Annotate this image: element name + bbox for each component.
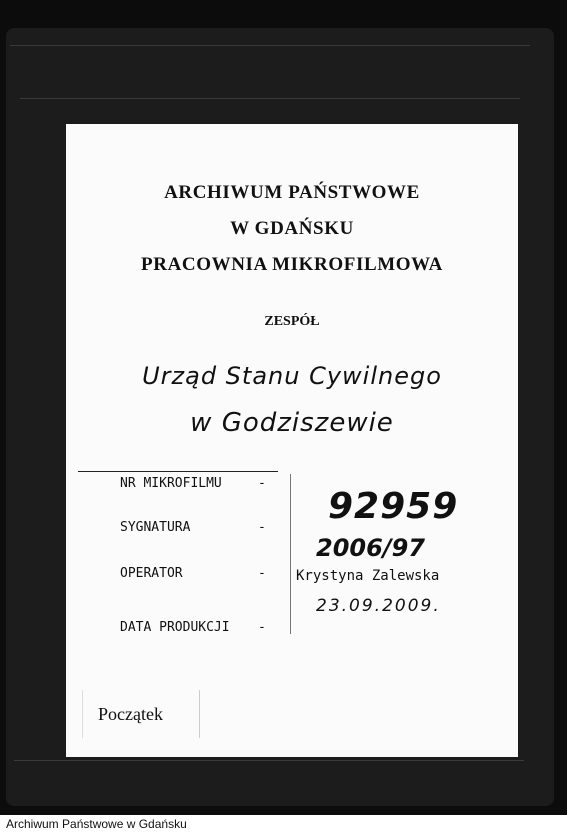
field-dash: - — [258, 520, 266, 535]
field-dash: - — [258, 476, 266, 491]
archive-footer: Archiwum Państwowe w Gdańsku — [6, 817, 187, 831]
scan-streak — [10, 45, 530, 46]
field-label-signature: SYGNATURA — [120, 520, 191, 535]
start-label: Początek — [98, 704, 163, 724]
scan-streak — [14, 760, 524, 761]
table-top-rule — [78, 471, 278, 472]
operator-value: Krystyna Zalewska — [296, 568, 440, 584]
field-label-operator: OPERATOR — [120, 566, 183, 581]
document-card — [66, 124, 518, 757]
production-date-value: 23.09.2009. — [316, 596, 441, 616]
signature-value: 2006/97 — [316, 534, 425, 562]
workshop-name: PRACOWNIA MIKROFILMOWA — [141, 254, 443, 275]
microfilm-number-value: 92959 — [328, 486, 459, 527]
fonds-name-line1: Urząd Stanu Cywilnego — [142, 362, 442, 390]
scan-streak — [20, 98, 520, 99]
field-label-microfilm-number: NR MIKROFILMU — [120, 476, 222, 491]
archive-city: W GDAŃSKU — [230, 218, 354, 239]
field-label-production-date: DATA PRODUKCJI — [120, 620, 230, 635]
field-dash: - — [258, 620, 266, 635]
fonds-name-line2: w Godziszewie — [190, 408, 394, 438]
archive-name: ARCHIWUM PAŃSTWOWE — [164, 182, 420, 203]
table-divider — [290, 474, 291, 634]
zespol-label: ZESPÓŁ — [264, 314, 320, 329]
field-dash: - — [258, 566, 266, 581]
